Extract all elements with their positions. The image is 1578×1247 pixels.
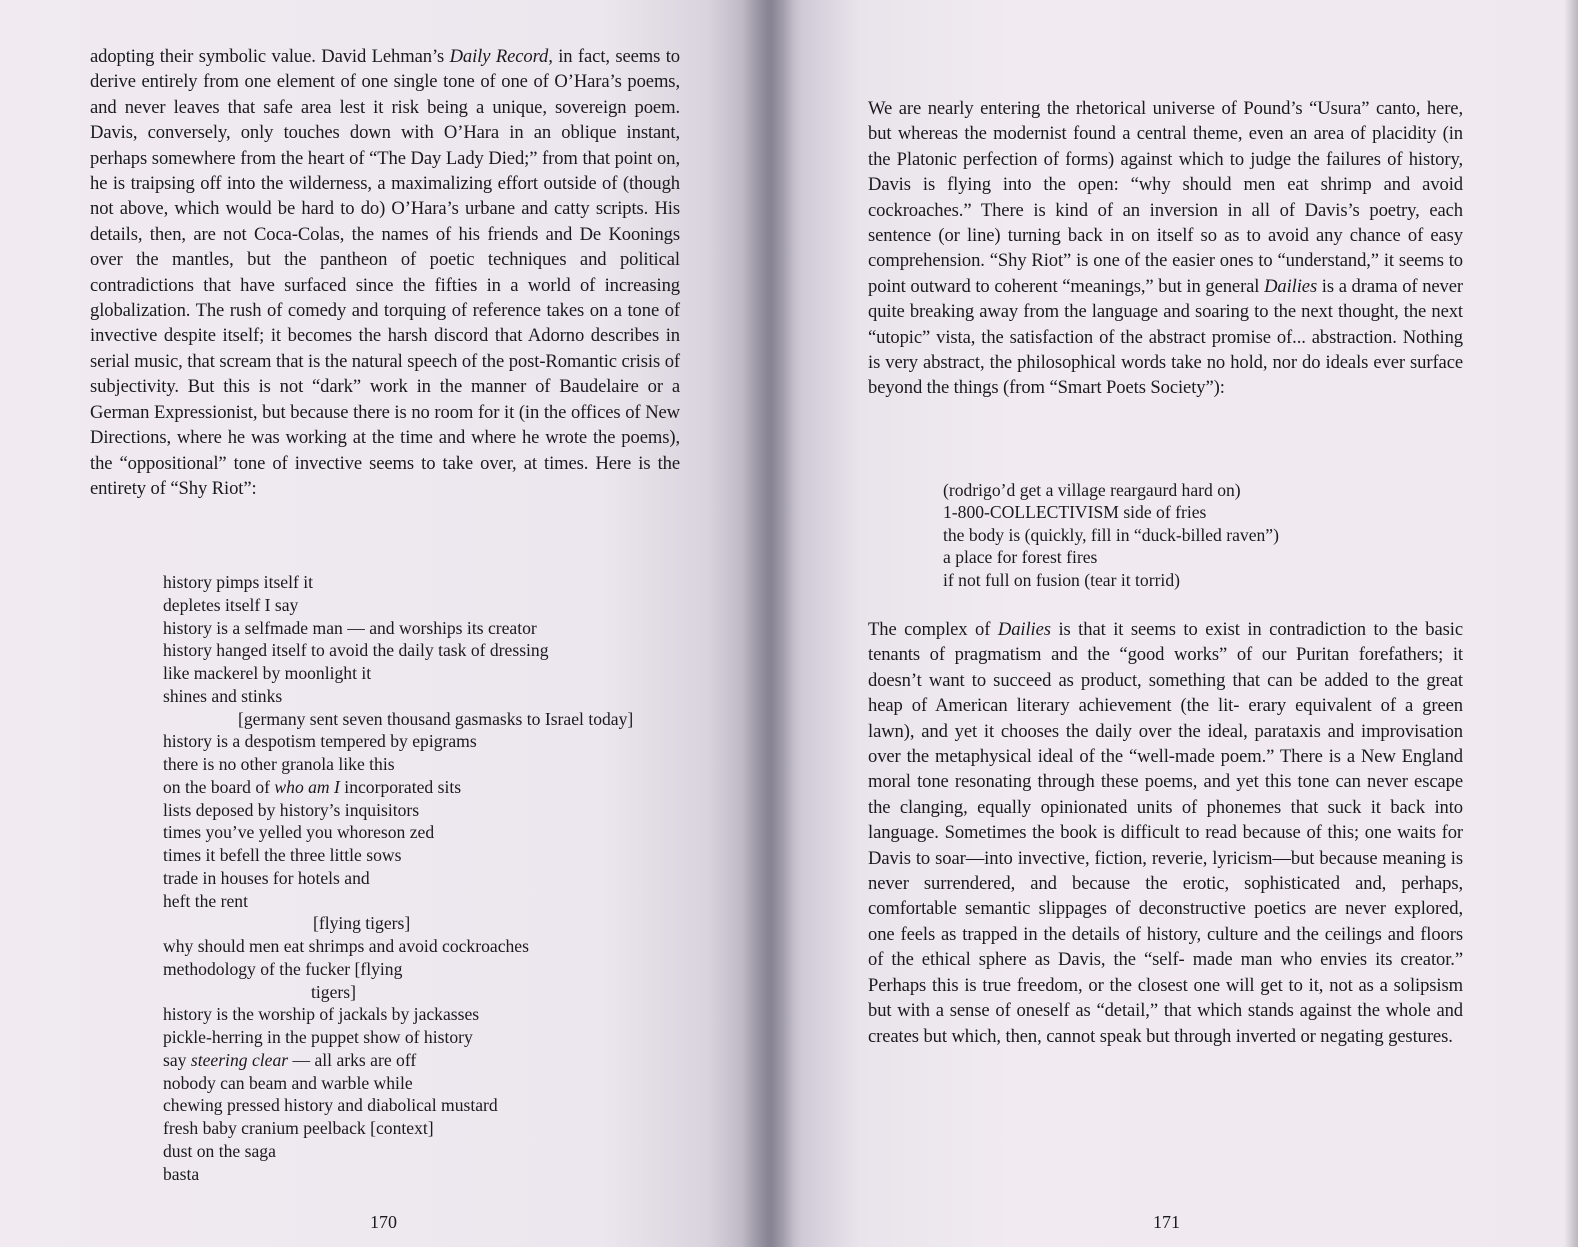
poem-line: like mackerel by moonlight it bbox=[163, 663, 372, 683]
poem-line: heft the rent bbox=[163, 890, 248, 911]
book-gutter-shadow bbox=[742, 0, 794, 1247]
prose-text: is that it seems to exist in contradiction to the basic tenants of pragmatism and the “good works” of our Puritan forefathers; it doesn’t want to succeed as product, something that can be added to the great heap of American literary achievement (the lit- erary equivalent of a green lawn), and yet it chooses the daily over the ideal, parataxis and improvisation over the metaphysical ideal of the “well-made poem.” There is a New England moral tone resonating through these poems, and yet this tone can never escape the clanging, equally opinionated units of phonemes that suck it back into language. Sometimes the book is difficult to read because of this; one waits for Davis to soar—into invective, fiction, reverie, lyricism—but because meaning is never surrendered, and because the erotic, sophisticated and, perhaps, comfortable semantic slippages of deconstructive poetics are never explored, one feels as trapped in the details of history, culture and the ceilings and floors of the ethical sphere as Davis, the “self- made man who envies its creator.” Perhaps this is true freedom, or the closest one will get to it, not as a solipsism but with a sense of oneself as “detail,” that which stands against the whole and creates but which, then, cannot speak but through inverted or negating gestures. bbox=[868, 619, 1463, 1047]
poem-line: the body is (quickly, fill in “duck-billed raven”) bbox=[943, 524, 1279, 545]
poem-line: history is a despotism tempered by epigrams bbox=[163, 731, 477, 752]
poem-text-italic: who am I bbox=[274, 776, 340, 797]
poem-line: fresh baby cranium peelback [context] bbox=[163, 1118, 434, 1138]
poem-line: lists deposed by history’s inquisitors bbox=[163, 799, 420, 820]
right-prose-paragraph-1 bbox=[868, 96, 1463, 401]
poem-line: shines and stinks bbox=[163, 685, 283, 706]
poem-line: why should men eat shrimps and avoid cockroaches bbox=[163, 936, 529, 956]
page-edge-shadow bbox=[1564, 0, 1578, 1247]
poem-text: incorporated sits bbox=[339, 776, 462, 797]
book-title-italic: Dailies bbox=[997, 619, 1051, 640]
poem-line: trade in houses for hotels and bbox=[163, 867, 370, 888]
poem-line: methodology of the fucker [flying bbox=[163, 958, 403, 979]
poem-line: history is the worship of jackals by jackasses bbox=[163, 1004, 480, 1025]
prose-text: The complex of bbox=[868, 619, 998, 640]
poem-line bbox=[163, 1049, 703, 1072]
poem-line: tigers] bbox=[311, 981, 356, 1002]
poem-line: [germany sent seven thousand gasmasks to Israel today] bbox=[238, 708, 634, 729]
book-title-italic: Dailies bbox=[1264, 275, 1318, 297]
poem-line: if not full on fusion (tear it torrid) bbox=[943, 569, 1180, 590]
left-prose-paragraph bbox=[90, 44, 680, 501]
poem-line: nobody can beam and warble while bbox=[163, 1072, 413, 1093]
poem-line: there is no other granola like this bbox=[163, 754, 395, 774]
poem-line bbox=[163, 776, 703, 799]
poem-text: — all arks are off bbox=[288, 1049, 417, 1070]
poem-line: history pimps itself it bbox=[163, 572, 314, 592]
poem-text-italic: steering clear bbox=[190, 1049, 289, 1070]
poem-line: 1-800-COLLECTIVISM side of fries bbox=[943, 502, 1207, 523]
prose-text: is a drama of never quite breaking away from the language and soaring to the next thought, the next “utopic” vista, the satisfaction of the abstract promise of... abstraction. Nothing is very abstract, the philosophical words take no hold, nor do ideals ever surface beyond the things (from “Smart Poets Society”): bbox=[868, 275, 1463, 399]
page-number-right: 171 bbox=[1153, 1212, 1180, 1232]
poem-text: on the board of bbox=[163, 776, 275, 797]
poem-text: say bbox=[163, 1049, 191, 1070]
poem-line: (rodrigo’d get a village reargaurd hard on) bbox=[943, 480, 1241, 500]
prose-text: We are nearly entering the rhetorical universe of Pound’s “Usura” canto, here, but whereas the modernist found a central theme, even an area of placidity (in the Platonic perfection of forms) against which to judge the failures of history, Davis is flying into the open: “why should men eat shrimp and avoid cockroaches.” There is kind of an inversion in all of Davis’s poetry, each sentence (or line) turning back in on itself so as to avoid any chance of easy comprehension. “Shy Riot” is one of the easier ones to “understand,” it seems to point outward to coherent “meanings,” but in general bbox=[868, 98, 1463, 297]
left-page bbox=[0, 0, 770, 1247]
poem-line: [flying tigers] bbox=[313, 913, 411, 934]
poem-line: basta bbox=[163, 1163, 200, 1184]
poem-line: history is a selfmade man — and worships its creator bbox=[163, 617, 537, 638]
poem-line: times it befell the three little sows bbox=[163, 845, 402, 865]
page-number-left: 170 bbox=[370, 1212, 397, 1232]
poem-line: depletes itself I say bbox=[163, 594, 299, 615]
poem-shy-riot bbox=[163, 571, 703, 1185]
prose-text: in fact, seems to derive entirely from one element of one single tone of one of O’Hara’s poems, and never leaves that safe area lest it risk being a unique, sovereign poem. Davis, conversely, only touches down with O’Hara in an oblique instant, perhaps somewhere from the heart of “The Day Lady Died;” from that point on, he is traipsing off into the wilderness, a maximalizing effort outside of (though not above, which would be hard to do) O’Hara’s urbane and catty scripts. His details, then, are not Coca-Colas, the names of his friends and De Koonings over the mantles, but the pantheon of poetic techniques and political contradictions that have surfaced since the fifties in a world of increasing globalization. The rush of comedy and torquing of reference takes on a tone of invective despite itself; it becomes the harsh discord that Adorno describes in serial music, that scream that is the natural speech of the post-Romantic crisis of subjectivity. But this is not “dark” work in the manner of Baudelaire or a German Expressionist, but because there is no room for it (in the offices of New Directions, where he was working at the time and where he wrote the poems), the “oppositional” tone of invective seems to take over, at times. Here is the entirety of “Shy Riot”: bbox=[90, 46, 681, 499]
poem-line: history hanged itself to avoid the daily task of dressing bbox=[163, 640, 549, 661]
poem-line: a place for forest fires bbox=[943, 547, 1098, 568]
right-prose-paragraph-2 bbox=[868, 617, 1463, 1049]
prose-text: adopting their symbolic value. David Lehman’s bbox=[90, 46, 450, 67]
poem-line: times you’ve yelled you whoreson zed bbox=[163, 822, 435, 843]
poem-line: dust on the saga bbox=[163, 1140, 276, 1161]
poem-line: pickle-herring in the puppet show of history bbox=[163, 1027, 473, 1047]
poem-smart-poets-society bbox=[943, 479, 1463, 591]
book-title-italic: Daily Record, bbox=[449, 46, 553, 67]
poem-line: chewing pressed history and diabolical mustard bbox=[163, 1095, 498, 1116]
